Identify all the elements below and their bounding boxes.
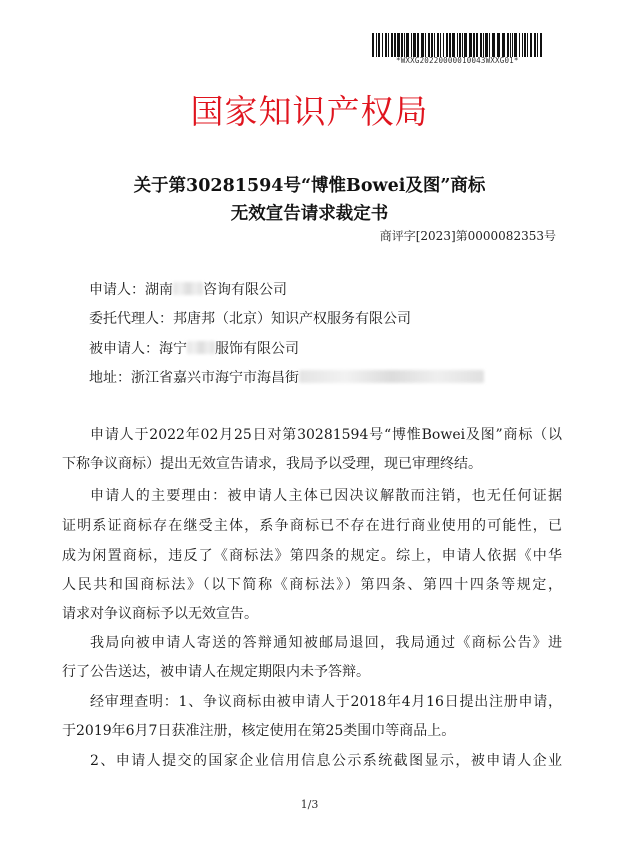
barcode-bar [464, 33, 467, 57]
redacted-text [187, 341, 215, 354]
barcode-bar [497, 33, 500, 57]
barcode-bar [394, 33, 396, 57]
barcode-bar [459, 33, 461, 57]
barcode-bar [452, 33, 455, 57]
barcode-bar [530, 33, 532, 57]
barcode-bar [485, 33, 488, 57]
barcode-bar [510, 33, 511, 57]
respondent-prefix: 被申请人：海宁 [89, 341, 187, 357]
respondent-suffix: 服饰有限公司 [215, 341, 299, 357]
barcode-bar [406, 33, 409, 57]
agency-name: 国家知识产权局 [190, 92, 429, 131]
barcode-bar [492, 33, 495, 57]
barcode-bar [519, 33, 520, 57]
barcode-number: *WXXG20220000010043WXXG01* [396, 56, 519, 65]
body-line: 人民共和国商标法》（以下简称《商标法》）第四条、第四十四条等规定， [62, 577, 562, 593]
document-title-line2: 无效宣告请求裁定书 [230, 204, 389, 224]
barcode-bar [473, 33, 475, 57]
barcode-bar [476, 33, 478, 57]
barcode-bar [431, 33, 433, 57]
barcode-bar [540, 33, 542, 57]
body-line: 申请人的主要理由：被申请人主体已因决议解散而注销，也无任何证据 [90, 488, 562, 504]
barcode-bar [397, 33, 400, 57]
barcode-bar [411, 33, 412, 57]
redacted-text [299, 370, 484, 383]
body-line: 请求对争议商标予以无效宣告。 [62, 606, 258, 622]
barcode-bar [512, 33, 513, 57]
barcode-bar [434, 33, 435, 57]
address-line [89, 367, 484, 387]
barcode-bar [469, 33, 472, 57]
body-line: 2、申请人提交的国家企业信用信息公示系统截图显示，被申请人企业 [90, 753, 562, 769]
body-line: 经审理查明：1、争议商标由被申请人于2018年4月16日提出注册申请， [90, 694, 562, 710]
barcode-bar [376, 33, 377, 57]
barcode-bar [522, 33, 523, 57]
barcode-bar [480, 33, 482, 57]
barcode-bar [428, 33, 430, 57]
document-number: 商评字[2023]第0000082353号 [379, 229, 556, 243]
body-line: 于2019年6月7日获准注册，核定使用在第25类围巾等商品上。 [62, 723, 456, 739]
barcode-bar [534, 33, 536, 57]
applicant-line [89, 279, 287, 299]
barcode-bar [502, 33, 505, 57]
body-line: 我局向被申请人寄送的答辩通知被邮局退回，我局通过《商标公告》进 [90, 635, 562, 651]
barcode-bar [382, 33, 383, 57]
redacted-text [173, 282, 203, 295]
barcode [372, 33, 542, 57]
respondent-line [89, 338, 299, 358]
agent-line: 委托代理人：邦唐邦（北京）知识产权服务有限公司 [89, 311, 411, 327]
body-line: 申请人于2022年02月25日对第30281594号“博惟Bowei及图”商标（以 [90, 427, 562, 443]
barcode-bar [425, 33, 426, 57]
page-number: 1/3 [300, 798, 319, 811]
barcode-bar [443, 33, 444, 57]
barcode-bar [421, 33, 424, 57]
barcode-bar [537, 33, 538, 57]
applicant-prefix: 申请人：湖南 [89, 282, 173, 298]
barcode-bar [378, 33, 380, 57]
barcode-bar [440, 33, 441, 57]
body-line: 下称争议商标）提出无效宣告请求，我局予以受理，现已审理终结。 [62, 456, 482, 472]
barcode-bar [388, 33, 389, 57]
barcode-bar [514, 33, 517, 57]
barcode-bar [413, 33, 416, 57]
barcode-bar [372, 33, 374, 57]
body-line: 证明系证商标存在继受主体，系争商标已不存在进行商业使用的可能性，已 [62, 518, 562, 534]
applicant-suffix: 咨询有限公司 [203, 282, 287, 298]
document-title-line1: 关于第30281594号“博惟Bowei及图”商标 [133, 176, 486, 196]
barcode-bar [457, 33, 458, 57]
barcode-bar [507, 33, 509, 57]
barcode-bar [385, 33, 387, 57]
barcode-bar [417, 33, 419, 57]
barcode-bar [437, 33, 439, 57]
body-line: 成为闲置商标，违反了《商标法》第四条的规定。综上，申请人依据《中华 [62, 548, 562, 564]
barcode-bar [401, 33, 403, 57]
barcode-bar [391, 33, 393, 57]
barcode-bar [462, 33, 463, 57]
barcode-bar [404, 33, 405, 57]
barcode-bar [489, 33, 490, 57]
barcode-bar [446, 33, 448, 57]
barcode-bar [449, 33, 451, 57]
address-prefix: 地址：浙江省嘉兴市海宁市海昌街 [89, 370, 299, 386]
barcode-bar [524, 33, 526, 57]
body-line: 行了公告送达，被申请人在规定期限内未予答辩。 [62, 664, 370, 680]
barcode-bar [527, 33, 528, 57]
barcode-bar [483, 33, 484, 57]
